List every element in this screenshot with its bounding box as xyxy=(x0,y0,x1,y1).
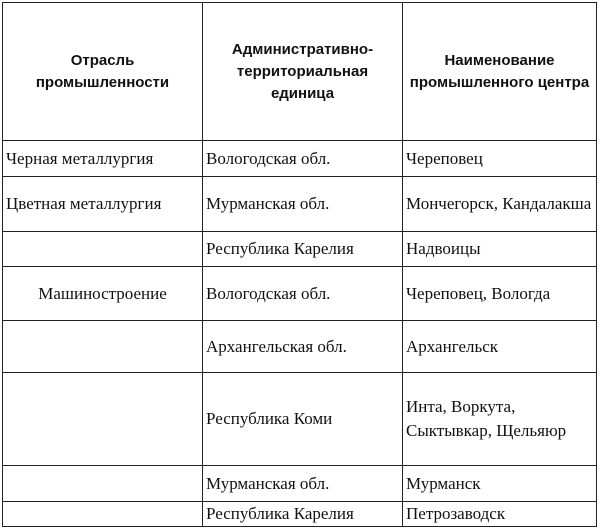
industry-cell xyxy=(3,373,203,466)
center-cell: Архангельск xyxy=(403,321,597,373)
center-cell: Мончегорск, Кандалакша xyxy=(403,177,597,232)
table-row xyxy=(3,267,597,321)
industry-cell: Цветная металлургия xyxy=(3,177,203,232)
table-row xyxy=(3,232,597,267)
center-cell: Череповец, Вологда xyxy=(403,267,597,321)
region-cell: Республика Коми xyxy=(203,373,403,466)
header-region: Административно-территориальная единица xyxy=(203,3,403,141)
industry-cell xyxy=(3,232,203,267)
region-cell: Мурманская обл. xyxy=(203,177,403,232)
region-cell: Вологодская обл. xyxy=(203,267,403,321)
industry-cell xyxy=(3,466,203,502)
header-industry: Отрасль промышленности xyxy=(3,3,203,141)
table-row xyxy=(3,373,597,466)
industry-table xyxy=(2,2,597,527)
industry-cell: Машиностроение xyxy=(3,267,203,321)
region-cell: Республика Карелия xyxy=(203,502,403,527)
table-row xyxy=(3,466,597,502)
region-cell: Мурманская обл. xyxy=(203,466,403,502)
header-row xyxy=(3,3,597,141)
region-cell: Архангельская обл. xyxy=(203,321,403,373)
region-cell: Вологодская обл. xyxy=(203,141,403,177)
table-row xyxy=(3,321,597,373)
table-row xyxy=(3,141,597,177)
region-cell: Республика Карелия xyxy=(203,232,403,267)
industry-cell xyxy=(3,321,203,373)
center-cell: Мурманск xyxy=(403,466,597,502)
center-cell: Петрозаводск xyxy=(403,502,597,527)
industry-cell: Черная металлургия xyxy=(3,141,203,177)
center-cell: Череповец xyxy=(403,141,597,177)
center-cell: Надвоицы xyxy=(403,232,597,267)
industry-cell xyxy=(3,502,203,527)
header-center: Наименование промышленного центра xyxy=(403,3,597,141)
table-row xyxy=(3,177,597,232)
center-cell: Инта, Воркута, Сыктывкар, Щельяюр xyxy=(403,373,597,466)
table-row xyxy=(3,502,597,527)
